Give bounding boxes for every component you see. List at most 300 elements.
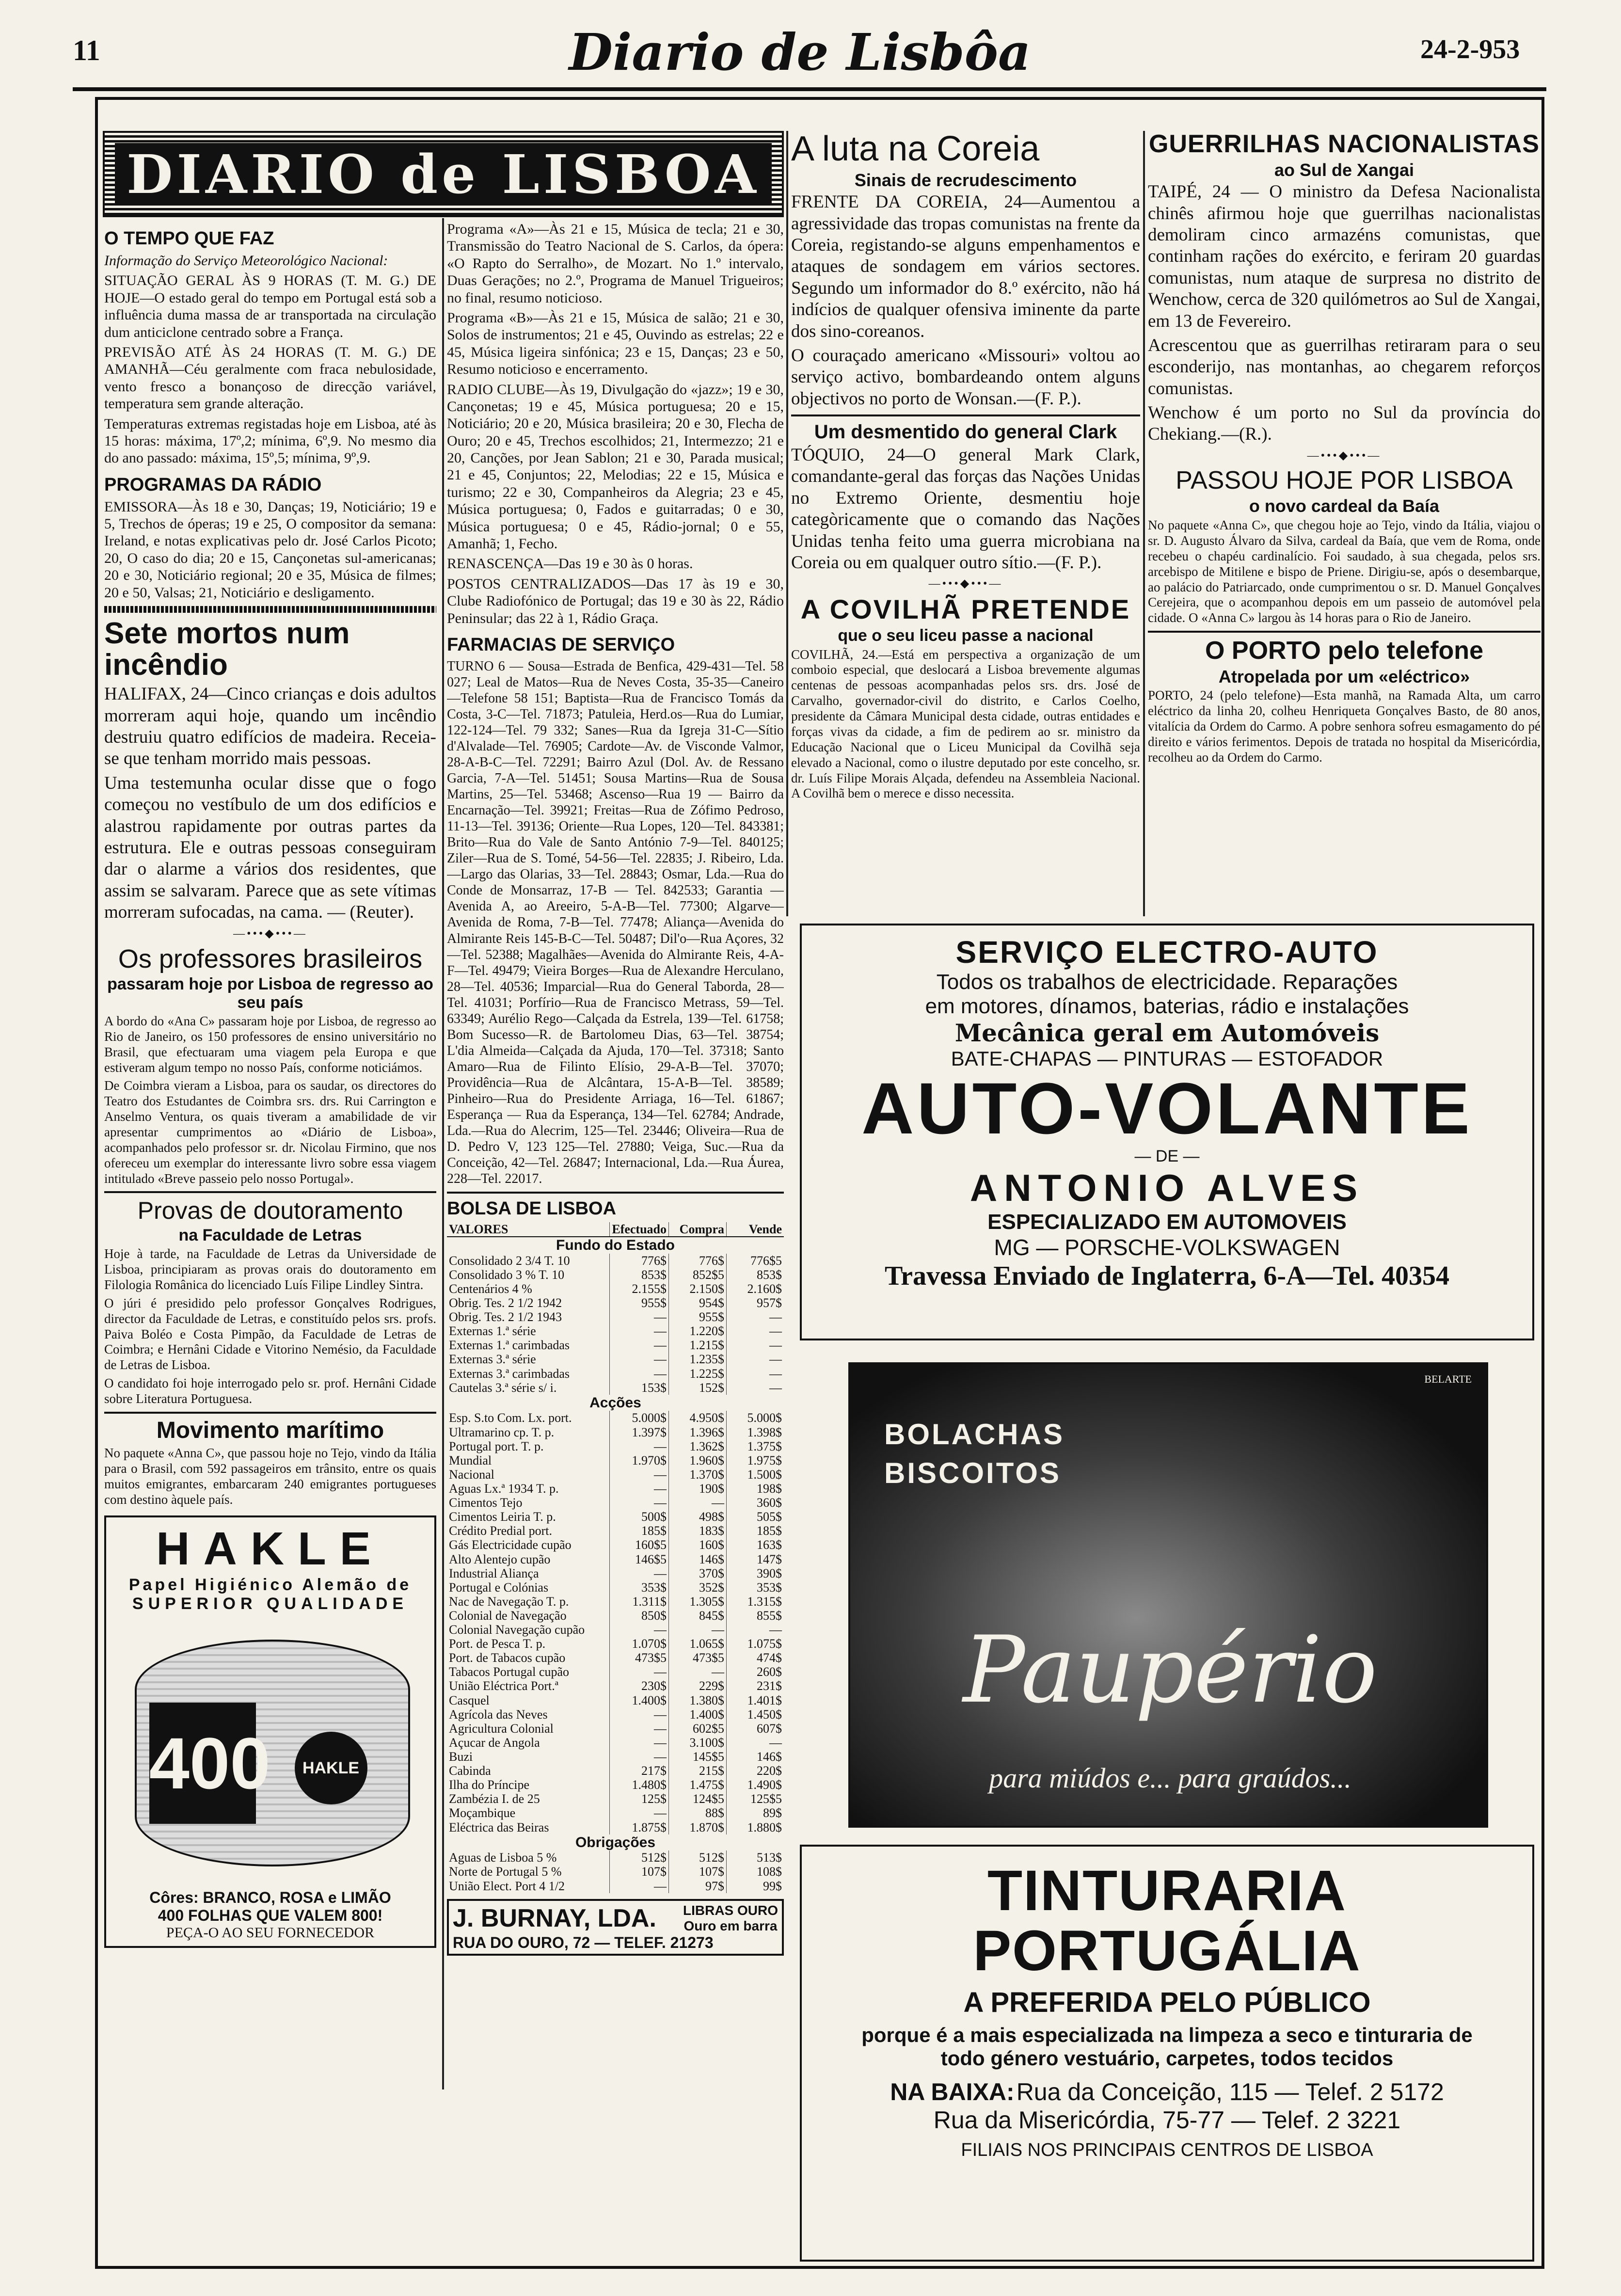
bolsa-cell: Açucar de Angola xyxy=(449,1735,540,1750)
bolsa-cell: 957$ xyxy=(727,1296,784,1310)
bolsa-cell: Externas 1.ª série xyxy=(449,1324,536,1339)
bolsa-cell: Cabinda xyxy=(449,1764,491,1778)
bolsa-cell: 152$ xyxy=(669,1381,727,1395)
guerrilhas-paragraph: Wenchow é um porto no Sul da província do Chekiang.—(R.). xyxy=(1148,403,1541,445)
provas-paragraph: O júri é presidido pelo professor Gonçalves Rodrigues, director da Faculdade de Letras, e constituído pelos srs. profs. Paiva Boléo e Costa Pimpão, da Faculdade de Letras de Coimbra; e Hernâni Cidade e Vitorino Nemésio, da Faculdade de Letras de Lisboa. xyxy=(104,1295,436,1372)
farmacias-list: TURNO 6 — Sousa—Estrada de Benfica, 429-431—Tel. 58 027; Leal de Matos—Rua de Neves Costa, 35-35—Caneiro—Telefone 58 151; Baptista—Rua de Francisco Tomás da Costa, 3-C—Tel. 71873; Patuleia, Herd.os—Rua do Lumiar, 122-124—Tel. 79 332; Sanes—Rua da Igreja 31-C—Sítio d'Alvalade—Tel. 76905; Cardote—Av. de Visconde Valmor, 28-A-B-C—Tel. 72291; Bairro Azul (Dol. Av. de Ressano Garcia, 7-A—Tel. 51451; Sousa Martins—Rua de Sousa Martins, 25—Tel. 53468; Ascenso—Rua 19 — Bairro da Encarnação—Tel. 39921; Freitas—Rua de Zófimo Pedroso, 11-13—Tel. 39136; Oriente—Rua Lopes, 120—Tel. 843381; Brito—Rua do Vale de Santo António 7-9—Tel. 840125; Ziler—Rua de S. Tomé, 54-56—Tel. 22835; J. Ribeiro, Lda.—Largo das Olarias, 33—Tel. 28843; Osmar, Lda.—Rua do Conde de Monsarraz, 17-B — Tel. 842533; Garantia — Avenida A, ao Areeiro, 5-A-B—Tel. 77300; Algarve—Avenida de Roma, 7-B—Tel. 77478; Aliança—Avenida do Almirante Reis 145-B-C—Tel. 50487; Dil'o—Rua Açores, 32—Tel. 52388; Magalhães—Avenida do Almirante Reis, 4-A-F—Tel. 49479; Vieira Borges—Rua de Alexandre Herculano, 28—Tel. 40536; Imparcial—Rua do General Taborda, 28—Tel. 41031; Porfírio—Rua de Francisco Metrass, 59—Tel. 63349; Aurélio Rego—Calçada da Estrela, 139—Tel. 61758; Bom Sucesso—R. de Bartolomeu Dias, 63—Tel. 38754; L'dia Almeida—Calçada da Ajuda, 170—Tel. 37318; Santo Amaro—Rua de Filinto Elísio, 29-A-B—Tel. 37070; Providência—Rua de Alcântara, 15-A-B—Tel. 38589; Pinheiro—Rua do Presidente Arriaga, 16—Tel. 61867; Esperança — Rua da Esperança, 134—Tel. 62784; Andrade, Lda.—Rua do Alecrim, 125—Tel. 23446; Oliveira—Rua de D. Pedro V, 123 125—Tel. 27880; Veiga, Suc.—Rua da Conceição, 42—Tel. 26847; Internacional, Lda.—Rua Áurea, 228—Tel. 22017. xyxy=(447,658,784,1186)
bolsa-row xyxy=(447,1806,784,1820)
bolsa-cell: 2.160$ xyxy=(727,1282,784,1296)
column-divider xyxy=(442,218,444,2089)
bolsa-cell: 1.960$ xyxy=(669,1453,727,1467)
bolsa-table xyxy=(447,1222,784,1893)
bolsa-cell: 215$ xyxy=(669,1764,727,1778)
bolsa-row xyxy=(447,1665,784,1679)
bolsa-cell: Agricultura Colonial xyxy=(449,1721,554,1736)
bolsa-row xyxy=(447,1524,784,1538)
bolsa-cell: Cimentos Tejo xyxy=(449,1496,523,1510)
radio-paragraph: Programa «A»—Às 21 e 15, Música de tecla; 21 e 30, Transmissão do Teatro Nacional de S. Carlos, da ópera: «O Rapto do Serralho», de Mozart. No 1.º intervalo, Duas Gerações; no 2.º, Programa de Manuel Trigueiros; no final, resumo noticioso. xyxy=(447,221,784,306)
radio-paragraph: EMISSORA—Às 18 e 30, Danças; 19, Noticiário; 19 e 5, Trechos de óperas; 19 e 25, O compositor da semana: Ireland, e notas explicativas pelo dr. José Carlos Picoto; 20, O caso do dia; 20 e 15, Cançonetas sul-americanas; 20 e 30, Noticiário regional; 20 e 35, Música de filmes; 20 e 50, Valsas; 21, Noticiário e desligamento. xyxy=(104,498,436,601)
bolsa-row xyxy=(447,1310,784,1324)
bolsa-cell: 1.305$ xyxy=(669,1594,727,1609)
bolsa-cell: 99$ xyxy=(727,1879,784,1893)
masthead-text: DIARIO de LISBOA xyxy=(115,143,772,206)
bolsa-cell: — xyxy=(610,1338,669,1352)
bolsa-cell: — xyxy=(669,1496,727,1510)
guerrilhas-title: GUERRILHAS NACIONALISTAS xyxy=(1149,131,1540,158)
tempo-subtitle: Informação do Serviço Meteorológico Nacional: xyxy=(104,253,388,269)
bolsa-cell: 845$ xyxy=(669,1609,727,1623)
provas-paragraph: O candidato foi hoje interrogado pelo sr. prof. Hernâni Cidade sobre Literatura Portuguesa. xyxy=(104,1376,436,1406)
tempo-paragraph: SITUAÇÃO GERAL ÀS 9 HORAS (T. M. G.) DE HOJE—O estado geral do tempo em Portugal está sob a influência duma massa de ar transportada na circulação dum anticiclone centrado sobre a França. xyxy=(104,272,436,340)
bolsa-row xyxy=(447,1268,784,1282)
guerrilhas-subtitle: ao Sul de Xangai xyxy=(1274,159,1414,180)
bolsa-cell: 146$ xyxy=(727,1750,784,1764)
issue-date: 24-2-953 xyxy=(1420,34,1520,64)
bolsa-cell: 1.450$ xyxy=(727,1707,784,1722)
tinturaria-address: Rua da Misericórdia, 75-77 — Telef. 2 3221 xyxy=(933,2106,1401,2134)
burnay-ouro: Ouro em barra xyxy=(683,1918,778,1933)
rule xyxy=(104,1412,436,1414)
provas-title: Provas de doutoramento xyxy=(137,1197,403,1225)
bolsa-cell: — xyxy=(610,1707,669,1722)
bolsa-cell: 500$ xyxy=(610,1510,669,1524)
bolsa-row xyxy=(447,1324,784,1338)
bolsa-cell: União Eléctrica Port.ª xyxy=(449,1679,558,1693)
bolsa-cell: — xyxy=(610,1566,669,1580)
bolsa-cell: 5.000$ xyxy=(727,1411,784,1425)
bolsa-cell: — xyxy=(669,1665,727,1679)
tinturaria-filiais: FILIAIS NOS PRINCIPAIS CENTROS DE LISBOA xyxy=(961,2139,1373,2160)
bolsa-cell: 1.315$ xyxy=(727,1594,784,1609)
bolsa-cell: 185$ xyxy=(610,1524,669,1538)
bolsa-cell: — xyxy=(610,1665,669,1679)
bolsa-cell: Aguas de Lisboa 5 % xyxy=(449,1850,557,1865)
bolsa-row xyxy=(447,1580,784,1594)
bolsa-cell: 1.375$ xyxy=(727,1439,784,1453)
bolsa-row xyxy=(447,1552,784,1566)
provas-subtitle: na Faculdade de Letras xyxy=(178,1226,362,1244)
bolsa-cell: 220$ xyxy=(727,1764,784,1778)
bolsa-cell: 1.975$ xyxy=(727,1453,784,1467)
bolsa-cell: 230$ xyxy=(610,1679,669,1693)
hakle-folhas: 400 FOLHAS QUE VALEM 800! xyxy=(158,1906,383,1924)
rule xyxy=(1148,631,1541,633)
bolsa-cell: 1.235$ xyxy=(669,1352,727,1366)
column-right xyxy=(1148,131,1541,916)
bolsa-cell: Ultramarino cp. T. p. xyxy=(449,1425,555,1439)
bolsa-cell: 513$ xyxy=(727,1850,784,1865)
guerrilhas-paragraph: TAIPÉ, 24 — O ministro da Defesa Nacionalista chinês afirmou hoje que guerrilhas nacionalistas demoliram cinco armazéns comunistas, que continham rações do exército, e feriram 20 guardas comunistas, num ataque de surpresa no distrito de Wenchow, cerca de 320 quilómetros ao Sul de Xangai, em 13 de Fevereiro. xyxy=(1148,182,1541,331)
bolsa-cell: Agrícola das Neves xyxy=(449,1707,548,1722)
auto-line: em motores, dínamos, baterias, rádio e instalações xyxy=(925,994,1409,1018)
bolsa-cell: 1.225$ xyxy=(669,1367,727,1381)
bolsa-cell: — xyxy=(727,1381,784,1395)
bolsa-cell: 1.500$ xyxy=(727,1467,784,1482)
radio-title: PROGRAMAS DA RÁDIO xyxy=(104,474,322,495)
bolsa-cell: — xyxy=(727,1338,784,1352)
masthead-box xyxy=(103,131,784,218)
bolsa-group-row xyxy=(447,1834,784,1851)
bolsa-cell: União Elect. Port 4 1/2 xyxy=(449,1879,565,1893)
porto-paragraph: PORTO, 24 (pelo telefone)—Esta manhã, na Ramada Alta, um carro eléctrico da linha 20, colheu Henriqueta Gonçalves Basto, de 80 anos, vitalícia da Ordem do Carmo. A pobre senhora sofreu esmagamento do pé direito e vários ferimentos. Depois de tratada no hospital da Misericórdia, recolheu ao da Ordem do Carmo. xyxy=(1148,688,1541,765)
bolsa-cell: 352$ xyxy=(669,1580,727,1594)
bolsa-cell: 360$ xyxy=(727,1496,784,1510)
bolsa-cell: 776$ xyxy=(669,1254,727,1268)
tinturaria-desc: porque é a mais especializada na limpeza a seco e tinturaria de todo género vestuário, carpetes, todos tecidos xyxy=(861,2023,1473,2070)
bolsa-cell: Cimentos Leiria T. p. xyxy=(449,1510,556,1524)
hakle-seal: HAKLE xyxy=(295,1732,367,1804)
auto-mecanica: Mecânica geral em Automóveis xyxy=(954,1019,1380,1047)
bolsa-cell: Eléctrica das Beiras xyxy=(449,1820,549,1834)
bolsa-cell: 2.150$ xyxy=(669,1282,727,1296)
bolsa-cell: — xyxy=(727,1352,784,1366)
bolsa-cell: — xyxy=(610,1482,669,1496)
bolsa-row xyxy=(447,1792,784,1806)
bolsa-cell: Externas 3.ª carimbadas xyxy=(449,1366,570,1381)
bolsa-cell: Cautelas 3.ª série s/ i. xyxy=(449,1380,557,1395)
provas-paragraph: Hoje à tarde, na Faculdade de Letras da Universidade de Lisboa, principiaram as provas orais do doutoramento em Filologia Românica do licenciado Luís Filipe Lindley Sintra. xyxy=(104,1246,436,1292)
bolsa-row xyxy=(447,1750,784,1764)
bolsa-cell: 955$ xyxy=(610,1296,669,1310)
bolsa-cell: — xyxy=(727,1623,784,1637)
bolsa-row xyxy=(447,1439,784,1453)
bolsa-row xyxy=(447,1679,784,1693)
pauperio-slogan: para miúdos e... para graúdos... xyxy=(989,1762,1351,1794)
farmacias-title: FARMACIAS DE SERVIÇO xyxy=(447,634,675,655)
bolsa-cell: — xyxy=(610,1879,669,1893)
bolsa-cell: 1.400$ xyxy=(669,1707,727,1722)
bolsa-cell: — xyxy=(727,1310,784,1324)
bolsa-cell: 2.155$ xyxy=(610,1282,669,1296)
bolsa-cell: Consolidado 3 % T. 10 xyxy=(449,1267,565,1282)
bolsa-cell: 855$ xyxy=(727,1609,784,1623)
bolsa-cell: 505$ xyxy=(727,1510,784,1524)
pauperio-ad xyxy=(848,1362,1488,1828)
bolsa-row xyxy=(447,1778,784,1792)
bolsa-cell: 390$ xyxy=(727,1566,784,1580)
tinturaria-title: TINTURARIA PORTUGÁLIA xyxy=(973,1859,1361,1983)
column-middle xyxy=(447,221,784,2262)
radio-paragraph: POSTOS CENTRALIZADOS—Das 17 às 19 e 30, Clube Radiofónico de Portugal; das 19 e 30 às 22, Rádio Peninsular; das 22 à 1, Rádio Graça. xyxy=(447,575,784,626)
bolsa-cell: Nac de Navegação T. p. xyxy=(449,1594,569,1609)
bolsa-cell: Gás Electricidade cupão xyxy=(449,1538,572,1552)
bolsa-cell: 853$ xyxy=(610,1268,669,1282)
bolsa-header-row xyxy=(447,1222,784,1237)
bolsa-row xyxy=(447,1609,784,1623)
maritimo-title: Movimento marítimo xyxy=(156,1417,384,1443)
bolsa-cell: 1.400$ xyxy=(610,1693,669,1707)
auto-line: Todos os trabalhos de electricidade. Reparações xyxy=(936,970,1398,994)
burnay-name: J. BURNAY, LDA. xyxy=(453,1904,656,1932)
tinturaria-baixa-address: Rua da Conceição, 115 — Telef. 2 5172 xyxy=(1016,2078,1444,2105)
burnay-address: RUA DO OURO, 72 — TELEF. 21273 xyxy=(453,1933,714,1951)
bolsa-row xyxy=(447,1467,784,1482)
bolsa-cell: Externas 3.ª série xyxy=(449,1352,536,1367)
bolsa-cell: Crédito Predial port. xyxy=(449,1524,553,1538)
bolsa-row xyxy=(447,1367,784,1381)
bolsa-cell: 1.370$ xyxy=(669,1467,727,1482)
bolsa-row xyxy=(447,1352,784,1366)
coreia-title: A luta na Coreia xyxy=(791,131,1040,168)
bolsa-cell: Nacional xyxy=(449,1467,494,1482)
bolsa-cell: 163$ xyxy=(727,1538,784,1552)
bolsa-row xyxy=(447,1254,784,1268)
bolsa-cell: 1.070$ xyxy=(610,1637,669,1651)
bolsa-cell: 147$ xyxy=(727,1552,784,1566)
bolsa-cell: 602$5 xyxy=(669,1722,727,1736)
bolsa-cell: Mundial xyxy=(449,1453,492,1467)
auto-address: Travessa Enviado de Inglaterra, 6-A—Tel. 40354 xyxy=(884,1260,1450,1291)
hakle-colors: Côres: BRANCO, ROSA e LIMÃO xyxy=(149,1888,391,1906)
coreia-paragraph: O couraçado americano «Missouri» voltou ao serviço activo, bombardeando ontem alguns objectivos no porto de Wonsan.—(F. P.). xyxy=(791,345,1140,409)
bolsa-row xyxy=(447,1707,784,1722)
bolsa-cell: 108$ xyxy=(727,1865,784,1879)
bolsa-cell: 512$ xyxy=(610,1850,669,1865)
bolsa-row xyxy=(447,1381,784,1395)
column-divider xyxy=(786,131,788,916)
tinturaria-sub: A PREFERIDA PELO PÚBLICO xyxy=(963,1986,1371,2018)
bolsa-header-cell: Compra xyxy=(669,1222,727,1237)
coreia-paragraph: FRENTE DA COREIA, 24—Aumentou a agressividade das tropas comunistas na frente da Coreia, registando-se alguns empenhamentos e ataques de sondagem em vários sectores. Segundo um informador do 8.º exército, não há indícios de qualquer ofensiva iminente da parte dos sino-coreanos. xyxy=(791,192,1140,341)
bolsa-cell: — xyxy=(669,1623,727,1637)
bolsa-cell: 1.490$ xyxy=(727,1778,784,1792)
bolsa-cell: — xyxy=(610,1310,669,1324)
bolsa-cell: Consolidado 2 3/4 T. 10 xyxy=(449,1253,570,1268)
bolsa-cell: 198$ xyxy=(727,1482,784,1496)
pauperio-brand: Paupério xyxy=(963,1616,1378,1723)
rule xyxy=(447,1192,784,1194)
bolsa-cell: — xyxy=(610,1750,669,1764)
porto-title: O PORTO pelo telefone xyxy=(1205,637,1483,665)
bolsa-cell: 1.220$ xyxy=(669,1324,727,1338)
bolsa-row xyxy=(447,1482,784,1496)
hakle-peca: PEÇA-O AO SEU FORNECEDOR xyxy=(166,1924,375,1941)
bolsa-row xyxy=(447,1865,784,1879)
bolsa-cell: 512$ xyxy=(669,1850,727,1865)
bolsa-row xyxy=(447,1496,784,1510)
bolsa-row xyxy=(447,1722,784,1736)
bolsa-cell: Aguas Lx.ª 1934 T. p. xyxy=(449,1481,559,1496)
professores-title: Os professores brasileiros xyxy=(118,944,423,973)
bolsa-cell: 153$ xyxy=(610,1381,669,1395)
tinturaria-ad xyxy=(800,1845,1534,2262)
bolsa-row xyxy=(447,1425,784,1439)
bolsa-cell: 97$ xyxy=(669,1879,727,1893)
bolsa-title: BOLSA DE LISBOA xyxy=(447,1198,617,1219)
burnay-ad xyxy=(447,1899,784,1956)
bolsa-cell: 190$ xyxy=(669,1482,727,1496)
hakle-brand: HAKLE xyxy=(156,1522,384,1575)
bolsa-cell: 370$ xyxy=(669,1566,727,1580)
bolsa-cell: 607$ xyxy=(727,1722,784,1736)
passou-paragraph: No paquete «Anna C», que chegou hoje ao Tejo, vindo da Itália, viajou o sr. D. Augusto Álvaro da Silva, cardeal da Baía, que vem de Roma, onde recebeu o chapéu cardinalício. Foi saudado, à sua chegada, pelos srs. arcebispo de Mitilene e bispo de Priene. Dirigiu-se, após o desembarque, ao palácio do Patriarcado, onde cumprimentou o sr. D. Manuel Gonçalves Cerejeira, que o acompanhou depois em um passeio de automóvel pela cidade. O «Anna C» largou às 14 horas para o Rio de Janeiro. xyxy=(1148,518,1541,625)
clark-title: Um desmentido do general Clark xyxy=(814,421,1117,443)
bolsa-cell: 185$ xyxy=(727,1524,784,1538)
bolsa-cell: — xyxy=(727,1736,784,1750)
bolsa-cell: 1.401$ xyxy=(727,1693,784,1707)
auto-de: — DE — xyxy=(1134,1147,1200,1165)
bolsa-cell: 1.215$ xyxy=(669,1338,727,1352)
bolsa-cell: 473$5 xyxy=(610,1651,669,1665)
bolsa-cell: 231$ xyxy=(727,1679,784,1693)
bolsa-row xyxy=(447,1820,784,1834)
bolsa-row xyxy=(447,1338,784,1352)
professores-paragraph: De Coimbra vieram a Lisboa, para os saudar, os directores do Teatro dos Estudantes de Coimbra srs. drs. Rui Carrington e Anselmo Ventura, os quais tiveram a amabilidade de vir apresentar cumprimentos ao «Diário de Lisboa», acompanhados pelo professor sr. dr. Nicolau Firmino, que nos ofereceu um exemplar do interessante livro sobre essa viagem intitulado «Breve passeio pelo nosso Portugal». xyxy=(104,1078,436,1186)
bolsa-cell: — xyxy=(610,1496,669,1510)
bolsa-cell: 146$5 xyxy=(610,1552,669,1566)
bolsa-cell: 124$5 xyxy=(669,1792,727,1806)
burnay-libras: LIBRAS OURO xyxy=(683,1902,778,1918)
bolsa-cell: Moçambique xyxy=(449,1806,516,1820)
bolsa-row xyxy=(447,1736,784,1750)
hakle-roll-image xyxy=(120,1620,421,1882)
bolsa-cell: — xyxy=(610,1324,669,1338)
bolsa-row xyxy=(447,1282,784,1296)
tempo-paragraph: Temperaturas extremas registadas hoje em Lisboa, até às 15 horas: máxima, 17º,2; mínima, 6º,9. No mesmo dia do ano passado: máxima, 15º,5; mínima, 9º,9. xyxy=(104,415,436,466)
maritimo-paragraph: No paquete «Anna C», que passou hoje no Tejo, vindo da Itália para o Brasil, com 592 passageiros em trânsito, entre os quais muitos emigrantes, embarcaram 240 emigrantes portugueses com destino àquele país. xyxy=(104,1446,436,1507)
bolsa-cell: 850$ xyxy=(610,1609,669,1623)
bolsa-cell: 1.397$ xyxy=(610,1425,669,1439)
bolsa-cell: 146$ xyxy=(669,1552,727,1566)
covilha-title: A COVILHÃ PRETENDE xyxy=(800,594,1131,625)
bolsa-cell: 776$5 xyxy=(727,1254,784,1268)
bolsa-cell: 852$5 xyxy=(669,1268,727,1282)
bolsa-cell: 160$ xyxy=(669,1538,727,1552)
bolsa-cell: 1.396$ xyxy=(669,1425,727,1439)
bolsa-cell: Esp. S.to Com. Lx. port. xyxy=(449,1411,572,1425)
clark-paragraph: TÓQUIO, 24—O general Mark Clark, comandante-geral das forças das Nações Unidas no Extremo Oriente, desmentiu hoje categòricamente que o comando das Nações Unidas tenha feito uma guerra microbiana na Coreia ou em qualquer outro sítio.—(F. P.). xyxy=(791,445,1140,573)
hakle-line: SUPERIOR QUALIDADE xyxy=(132,1594,409,1613)
bolsa-cell: Port. de Tabacos cupão xyxy=(449,1651,566,1665)
bolsa-cell: Norte de Portugal 5 % xyxy=(449,1865,562,1879)
bolsa-cell: 353$ xyxy=(727,1580,784,1594)
bolsa-cell: Centenários 4 % xyxy=(449,1281,532,1296)
bolsa-row xyxy=(447,1764,784,1778)
bolsa-cell: 353$ xyxy=(610,1580,669,1594)
page-number: 11 xyxy=(73,34,100,66)
bolsa-cell: 107$ xyxy=(610,1865,669,1879)
pauperio-line: BISCOITOS xyxy=(884,1457,1061,1489)
bolsa-row xyxy=(447,1693,784,1707)
bolsa-cell: 1.380$ xyxy=(669,1693,727,1707)
bolsa-cell: Zambézia I. de 25 xyxy=(449,1792,540,1806)
bolsa-cell: Colonial de Navegação xyxy=(449,1608,567,1623)
rule xyxy=(791,415,1140,416)
radio-paragraph: Programa «B»—Às 21 e 15, Música de salão; 21 e 30, Solos de instrumentos; 21 e 45, Ouvindo as estrelas; 22 e 45, Música ligeira sinfónica; 23 e 15, Danças; 23 e 50, Resumo noticioso e encerramento. xyxy=(447,309,784,378)
bolsa-cell: Alto Alentejo cupão xyxy=(449,1552,551,1566)
bolsa-cell: 474$ xyxy=(727,1651,784,1665)
bolsa-row xyxy=(447,1538,784,1552)
passou-title: PASSOU HOJE POR LISBOA xyxy=(1176,466,1513,494)
guerrilhas-paragraph: Acrescentou que as guerrilhas retiraram para o seu esconderijo, nas montanhas, ao chegarem reforços comunistas. xyxy=(1148,335,1541,399)
bolsa-cell: Industrial Aliança xyxy=(449,1566,539,1580)
separator: —•••◆•••— xyxy=(233,927,307,940)
bolsa-cell: 183$ xyxy=(669,1524,727,1538)
tempo-paragraph: PREVISÃO ATÉ ÀS 24 HORAS (T. M. G.) DE AMANHÃ—Céu geralmente com fraca nebulosidade, vento fresco a bonançoso de direcção variável, temperatura sem grande alteração. xyxy=(104,344,436,412)
bolsa-group-row xyxy=(447,1395,784,1411)
bolsa-cell: 1.362$ xyxy=(669,1439,727,1453)
bolsa-row xyxy=(447,1637,784,1651)
bolsa-group-name: Obrigações xyxy=(575,1834,656,1850)
tempo-title: O TEMPO QUE FAZ xyxy=(104,228,274,249)
bolsa-cell: Colonial Navegação cupão xyxy=(449,1623,585,1637)
bolsa-group-name: Fundo do Estado xyxy=(556,1237,675,1254)
bolsa-cell: 1.075$ xyxy=(727,1637,784,1651)
auto-volante-ad xyxy=(800,924,1534,1340)
bolsa-row xyxy=(447,1296,784,1310)
bolsa-cell: — xyxy=(610,1806,669,1820)
bolsa-cell: 89$ xyxy=(727,1806,784,1820)
bolsa-cell: Obrig. Tes. 2 1/2 1943 xyxy=(449,1310,562,1324)
passou-subtitle: o novo cardeal da Baía xyxy=(1249,496,1440,516)
separator: —•••◆•••— xyxy=(1307,449,1382,462)
bolsa-cell: 125$5 xyxy=(727,1792,784,1806)
bolsa-cell: 853$ xyxy=(727,1268,784,1282)
rule xyxy=(104,1191,436,1193)
bolsa-group-name: Acções xyxy=(589,1394,641,1411)
sete-title: Sete mortos num incêndio xyxy=(104,617,350,682)
radio-paragraph: RADIO CLUBE—Às 19, Divulgação do «jazz»; 19 e 30, Cançonetas; 19 e 45, Música portuguesa; 20 e 15, Noticiário; 20 e 20, Música brasileira; 20 e 30, Flecha de Ouro; 20 e 45, Trechos escolhidos; 21, Intermezzo; 21 e 20, Canções, por Jean Sablon; 21 e 30, Parada musical; 21 e 45, Conjuntos; 22, Melodias; 22 e 15, Música e turismo; 22 e 30, Companheiros da Alegria; 23 e 45, Música portuguesa; 0, Fados e guitarradas; 0 e 30, Música portuguesa; 0 e 45, Rádio-jornal; 0 e 55, Amanhã; 1, Fecho. xyxy=(447,381,784,552)
bolsa-cell: — xyxy=(610,1722,669,1736)
bolsa-row xyxy=(447,1411,784,1425)
bolsa-cell: 1.480$ xyxy=(610,1778,669,1792)
bolsa-cell: 498$ xyxy=(669,1510,727,1524)
bolsa-row xyxy=(447,1623,784,1637)
bolsa-cell: 5.000$ xyxy=(610,1411,669,1425)
auto-volante-title: AUTO-VOLANTE xyxy=(861,1068,1473,1149)
bolsa-cell: Portugal port. T. p. xyxy=(449,1439,544,1453)
separator: —•••◆•••— xyxy=(928,577,1003,590)
bolsa-header-cell: Vende xyxy=(727,1222,784,1237)
professores-subtitle: passaram hoje por Lisboa de regresso ao seu país xyxy=(107,975,433,1012)
bolsa-cell: 229$ xyxy=(669,1679,727,1693)
bolsa-cell: — xyxy=(727,1367,784,1381)
newspaper-title: Diario de Lisbôa xyxy=(569,22,1031,82)
tinturaria-baixa-label: NA BAIXA: xyxy=(890,2078,1015,2105)
bolsa-row xyxy=(447,1879,784,1893)
bolsa-cell: Casquel xyxy=(449,1693,490,1707)
sete-paragraph: Uma testemunha ocular disse que o fogo começou no vestíbulo de um dos edifícios e alastrou rapidamente por outras partes da estrutura. Ele e outras pessoas conseguiram dar o alarme a vários dos residentes, que assim se salvaram. Parece que as sete vítimas morreram sufocadas, na cama. — (Reuter). xyxy=(104,773,436,923)
bolsa-cell: Ilha do Príncipe xyxy=(449,1778,530,1792)
bolsa-row xyxy=(447,1453,784,1467)
bolsa-cell: 125$ xyxy=(610,1792,669,1806)
bolsa-cell: 1.870$ xyxy=(669,1820,727,1834)
hakle-number: 400 xyxy=(149,1703,256,1824)
bolsa-cell: — xyxy=(610,1352,669,1366)
bolsa-cell: Obrig. Tes. 2 1/2 1942 xyxy=(449,1296,562,1310)
auto-title: SERVIÇO ELECTRO-AUTO xyxy=(955,935,1379,970)
header-rule xyxy=(73,87,1546,91)
pauperio-signature: BELARTE xyxy=(1424,1373,1472,1385)
bolsa-group-row xyxy=(447,1237,784,1254)
pauperio-line: BOLACHAS xyxy=(884,1418,1065,1451)
bolsa-cell: 1.065$ xyxy=(669,1637,727,1651)
auto-brands: MG — PORSCHE-VOLKSWAGEN xyxy=(994,1234,1340,1260)
bolsa-header-cell: VALORES xyxy=(447,1222,610,1237)
bolsa-cell: 160$5 xyxy=(610,1538,669,1552)
professores-paragraph: A bordo do «Ana C» passaram hoje por Lisboa, de regresso ao Rio de Janeiro, os 150 professores de ensino universitário no Brasil, que efectuaram uma viagem pela Europa e que estiveram algum tempo no nosso País, conforme noticiámos. xyxy=(104,1013,436,1075)
bolsa-cell: — xyxy=(727,1324,784,1338)
radio-paragraph: RENASCENÇA—Das 19 e 30 às 0 horas. xyxy=(447,556,693,572)
bolsa-cell: 473$5 xyxy=(669,1651,727,1665)
covilha-paragraph: COVILHÃ, 24.—Está em perspectiva a organização de um comboio especial, que deslocará a Lisboa brevemente algumas centenas de pessoas acompanhadas pelos srs. drs. José de Carvalho, governador-civil do distrito, e Carlos Coelho, presidente da Câmara Municipal desta cidade, outras entidades e forças vivas da cidade, a fim de pedirem ao sr. ministro da Educação Nacional que o Liceu Municipal da Covilhã seja elevado a Nacional, como o ilustre deputado por este concelho, sr. dr. Luís Filipe Morais Alçada, defendeu na Assembleia Nacional. A Covilhã bem o merece e disso necessita. xyxy=(791,647,1140,801)
bolsa-cell: 1.970$ xyxy=(610,1453,669,1467)
porto-subtitle: Atropelada por um «eléctrico» xyxy=(1218,666,1470,686)
column-left xyxy=(104,221,436,2262)
bolsa-cell: 1.875$ xyxy=(610,1820,669,1834)
bolsa-cell: — xyxy=(610,1439,669,1453)
bolsa-cell: Port. de Pesca T. p. xyxy=(449,1637,546,1651)
